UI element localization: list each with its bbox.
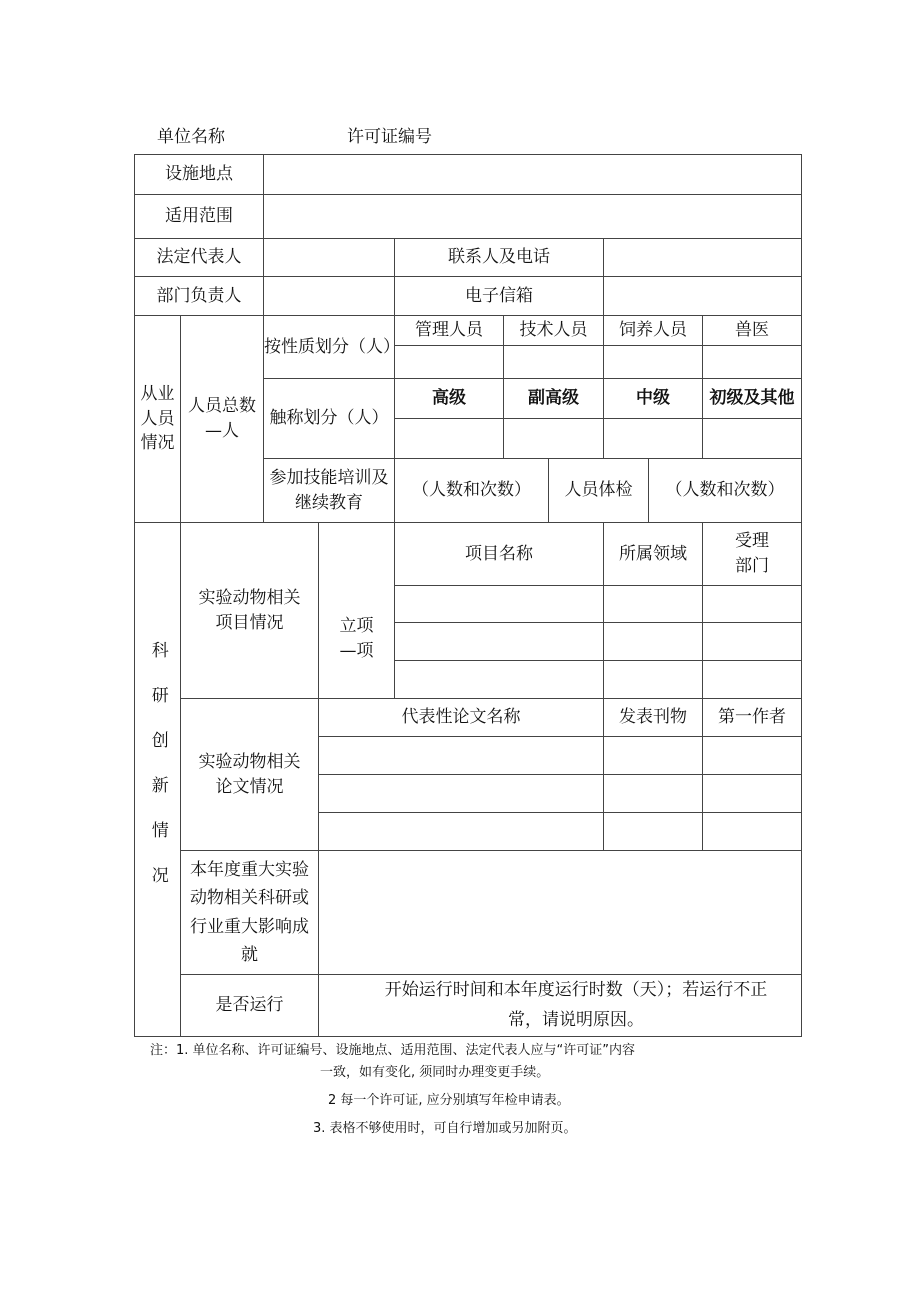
nature-input-management[interactable] bbox=[395, 346, 504, 379]
nature-input-breeding[interactable] bbox=[604, 346, 703, 379]
running-label: 是否运行 bbox=[181, 975, 319, 1037]
achievements-label: 本年度重大实验动物相关科研或行业重大影响成就 bbox=[181, 851, 319, 975]
paper-col-title: 代表性论文名称 bbox=[319, 699, 604, 737]
training-label: 参加技能培训及继续教育 bbox=[264, 459, 395, 523]
staff-total-label: 人员总数—人 bbox=[181, 316, 264, 523]
site-label: 设施地点 bbox=[135, 155, 264, 195]
legal-rep-field[interactable] bbox=[264, 239, 395, 277]
email-label: 电子信箱 bbox=[395, 277, 604, 316]
footnotes bbox=[150, 1040, 790, 1140]
project-name-2[interactable] bbox=[395, 623, 604, 661]
dept-head-label: 部门负责人 bbox=[135, 277, 264, 316]
checkup-hint[interactable]: （人数和次数） bbox=[649, 459, 802, 523]
projects-label: 实验动物相关项目情况 bbox=[181, 523, 319, 699]
site-field[interactable] bbox=[264, 155, 802, 195]
title-input-junior[interactable] bbox=[703, 419, 802, 459]
project-col-field: 所属领域 bbox=[604, 523, 703, 586]
dept-head-field[interactable] bbox=[264, 277, 395, 316]
note-1b: 一致，如有变化, 须同时办理变更手续。 bbox=[320, 1065, 550, 1080]
nature-input-vet[interactable] bbox=[703, 346, 802, 379]
paper-col-journal: 发表刊物 bbox=[604, 699, 703, 737]
title-col-senior: 高级 bbox=[395, 379, 504, 419]
title-col-associate: 副高级 bbox=[504, 379, 604, 419]
running-text[interactable]: 开始运行时间和本年度运行时数（天）；若运行不正常，请说明原因。 bbox=[319, 975, 802, 1037]
project-name-1[interactable] bbox=[395, 586, 604, 623]
project-field-3[interactable] bbox=[604, 661, 703, 699]
paper-title-1[interactable] bbox=[319, 737, 604, 775]
title-input-intermediate[interactable] bbox=[604, 419, 703, 459]
nature-col-vet: 兽医 bbox=[703, 316, 802, 346]
project-dept-2[interactable] bbox=[703, 623, 802, 661]
project-col-dept: 受理部门 bbox=[703, 523, 802, 586]
scope-field[interactable] bbox=[264, 195, 802, 239]
project-col-name: 项目名称 bbox=[395, 523, 604, 586]
paper-journal-1[interactable] bbox=[604, 737, 703, 775]
note-2: 2 每一个许可证, 应分别填写年检申请表。 bbox=[328, 1093, 570, 1108]
title-input-associate[interactable] bbox=[504, 419, 604, 459]
scope-label: 适用范围 bbox=[135, 195, 264, 239]
project-field-1[interactable] bbox=[604, 586, 703, 623]
nature-col-breeding: 饲养人员 bbox=[604, 316, 703, 346]
by-title-label: 触称划分（人） bbox=[264, 379, 395, 459]
title-input-senior[interactable] bbox=[395, 419, 504, 459]
paper-title-3[interactable] bbox=[319, 813, 604, 851]
paper-author-1[interactable] bbox=[703, 737, 802, 775]
nature-col-technical: 技术人员 bbox=[504, 316, 604, 346]
contact-label: 联系人及电话 bbox=[395, 239, 604, 277]
paper-col-author: 第一作者 bbox=[703, 699, 802, 737]
approved-count-label: 立项—项 bbox=[319, 523, 395, 699]
project-dept-1[interactable] bbox=[703, 586, 802, 623]
nature-input-technical[interactable] bbox=[504, 346, 604, 379]
training-hint[interactable]: （人数和次数） bbox=[395, 459, 549, 523]
legal-rep-label: 法定代表人 bbox=[135, 239, 264, 277]
project-name-3[interactable] bbox=[395, 661, 604, 699]
project-field-2[interactable] bbox=[604, 623, 703, 661]
unit-name-label: 单位名称 bbox=[157, 127, 225, 147]
paper-journal-2[interactable] bbox=[604, 775, 703, 813]
staff-section-label: 从业人员情况 bbox=[135, 316, 181, 523]
email-field[interactable] bbox=[604, 277, 802, 316]
papers-label: 实验动物相关论文情况 bbox=[181, 699, 319, 851]
nature-col-management: 管理人员 bbox=[395, 316, 504, 346]
paper-journal-3[interactable] bbox=[604, 813, 703, 851]
license-no-label: 许可证编号 bbox=[347, 127, 432, 147]
checkup-label: 人员体检 bbox=[549, 459, 649, 523]
paper-title-2[interactable] bbox=[319, 775, 604, 813]
achievements-field[interactable] bbox=[319, 851, 802, 975]
paper-author-3[interactable] bbox=[703, 813, 802, 851]
project-dept-3[interactable] bbox=[703, 661, 802, 699]
by-nature-label: 按性质划分（人） bbox=[264, 316, 395, 379]
title-col-junior: 初级及其他 bbox=[703, 379, 802, 419]
research-section-label bbox=[135, 523, 181, 1037]
contact-field[interactable] bbox=[604, 239, 802, 277]
annual-inspection-table bbox=[134, 154, 802, 1037]
note-1a: 注：1. 单位名称、许可证编号、设施地点、适用范围、法定代表人应与“许可证”内容 bbox=[150, 1043, 636, 1058]
research-section-text: 科研创新情况 bbox=[147, 640, 168, 911]
note-3: 3. 表格不够使用时，可自行增加或另加附页。 bbox=[313, 1121, 577, 1136]
title-col-intermediate: 中级 bbox=[604, 379, 703, 419]
paper-author-2[interactable] bbox=[703, 775, 802, 813]
